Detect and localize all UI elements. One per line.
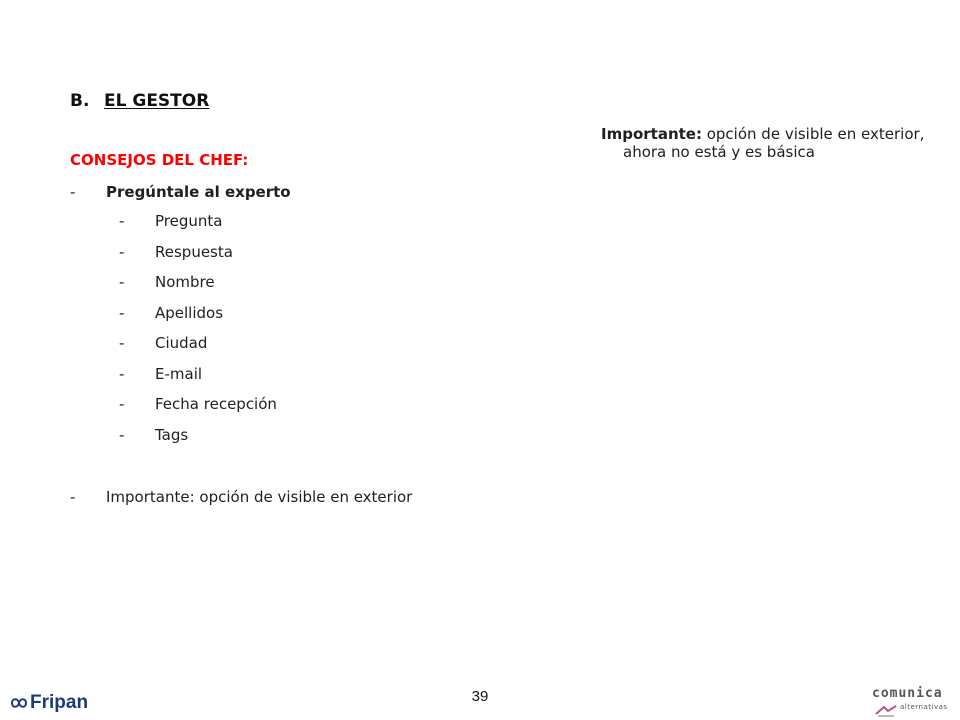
fripan-logo-text: Fripan — [30, 692, 89, 713]
list-item — [119, 243, 277, 274]
list-item — [119, 212, 277, 243]
main-bullet-text: Pregúntale al experto — [106, 183, 291, 201]
field-list — [119, 212, 277, 456]
note-line2: ahora no está y es básica — [623, 143, 815, 161]
side-note — [601, 125, 941, 161]
bullet-dash: - — [119, 364, 125, 383]
field-label: Nombre — [155, 273, 215, 291]
final-bullet-text: Importante: opción de visible en exterior — [106, 488, 413, 506]
bullet-dash: - — [70, 488, 76, 506]
field-label: Tags — [155, 425, 189, 444]
main-bullet — [70, 183, 291, 201]
note-line1: opción de visible en exterior, — [701, 125, 925, 143]
field-label: Pregunta — [155, 212, 223, 230]
comunica-logo — [870, 686, 954, 718]
list-item — [119, 426, 277, 457]
comunica-logo-icon — [874, 704, 898, 717]
bullet-dash: - — [70, 183, 76, 201]
comunica-logo-subtext: alternativas — [900, 703, 948, 711]
field-label: Respuesta — [155, 242, 233, 261]
bullet-dash: - — [119, 425, 125, 444]
field-label: E-mail — [155, 364, 203, 383]
section-heading — [70, 91, 209, 111]
list-item — [119, 273, 277, 304]
field-label: Fecha recepción — [155, 395, 277, 413]
note-label: Importante: — [601, 125, 702, 143]
list-item — [119, 395, 277, 426]
field-label: Ciudad — [155, 334, 208, 352]
bullet-dash: - — [119, 273, 125, 291]
bullet-dash: - — [119, 303, 125, 322]
list-item — [119, 304, 277, 335]
page-number: 39 — [471, 688, 489, 705]
bullet-dash: - — [119, 395, 125, 413]
final-bullet — [70, 488, 412, 506]
field-label: Apellidos — [155, 303, 224, 322]
subtitle: CONSEJOS DEL CHEF: — [70, 151, 249, 169]
bullet-dash: - — [119, 242, 125, 261]
bullet-dash: - — [119, 212, 125, 230]
bullet-dash: - — [119, 334, 125, 352]
section-letter: B. — [70, 91, 90, 111]
section-title: EL GESTOR — [104, 91, 210, 111]
list-item — [119, 365, 277, 396]
list-item — [119, 334, 277, 365]
comunica-logo-text: comunica — [872, 686, 943, 701]
